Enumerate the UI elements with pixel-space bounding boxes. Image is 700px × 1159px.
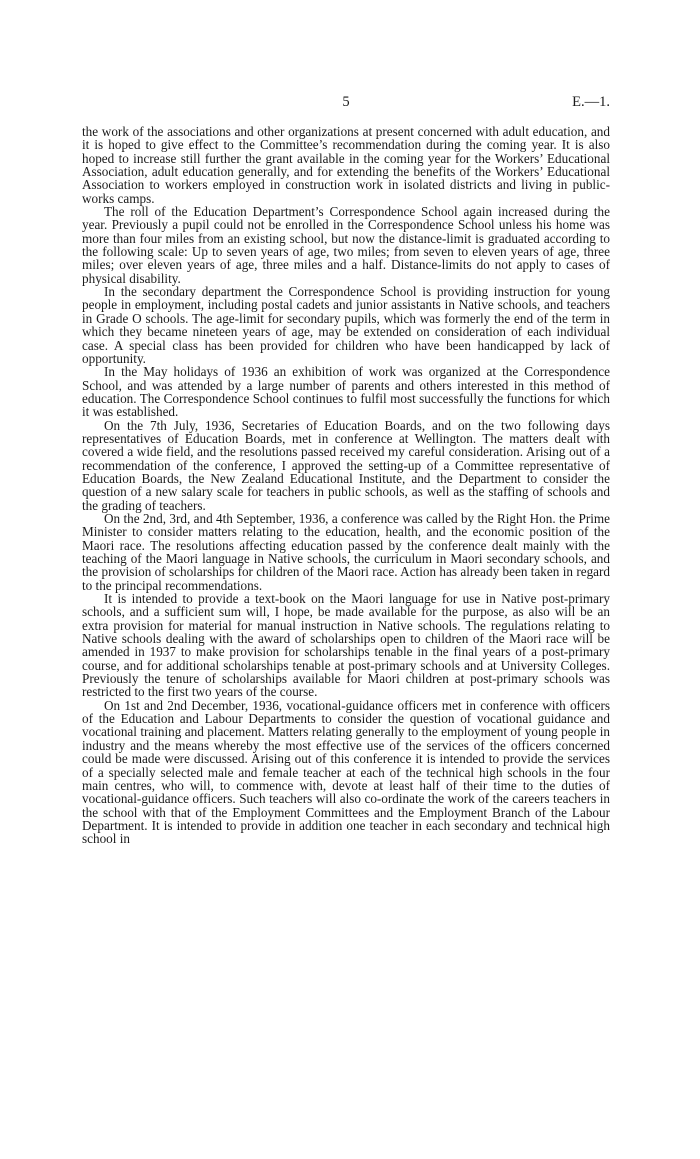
paragraph: In the May holidays of 1936 an exhibition of work was organized at the Correspondence School, and was attended by a large number of parents and others interested in this method of education. The Correspondence School continues to fulfil most successfully the functions for which it was established. (82, 364, 610, 420)
paragraph: In the secondary department the Correspondence School is providing instruction for young people in employment, including postal cadets and junior assistants in Native schools, and teachers in Grade O schools. The age-limit for secondary pupils, which was formerly the end of the term in which they became nineteen years of age, may be extended on consideration of each individual case. A special class has been provided for children who have been handicapped by lack of opportunity. (82, 284, 610, 366)
paragraph-continued: the work of the associations and other organizations at present concerned with adult education, and it is hoped to give effect to the Committee’s recommendation during the coming year. It is also hoped to increase still further the grant available in the coming year for the Workers’ Educational Association, adult education generally, and for extending the benefits of the Workers’ Educational Association to workers employed in construction work in isolated districts and living in public-works camps. (82, 124, 610, 206)
paragraph: On 1st and 2nd December, 1936, vocational-guidance officers met in conference with officers of the Education and Labour Departments to consider the question of vocational guidance and vocational training and placement. Matters relating generally to the employment of young people in industry and the means whereby the most effective use of the services of the officers concerned could be made were discussed. Arising out of this conference it is intended to provide the services of a specially selected male and female teacher at each of the technical high schools in the four main centres, who will, to commence with, devote at least half of their time to the duties of vocational-guidance officers. Such teachers will also co-ordinate the work of the careers teachers in the school with that of the Employment Committees and the Employment Branch of the Labour Department. It is intended to provide in addition one teacher in each secondary and technical high school in (82, 697, 610, 847)
page-number: 5 (342, 94, 350, 110)
paragraph: On the 7th July, 1936, Secretaries of Education Boards, and on the two following days representatives of Education Boards, met in conference at Wellington. The matters dealt with covered a wide field, and the resolutions passed received my careful consideration. Arising out of a recommendation of the conference, I approved the setting-up of a Committee representative of Education Boards, the New Zealand Educational Institute, and the Department to consider the question of a new salary scale for teachers in public schools, as well as the staffing of schools and the grading of teachers. (82, 417, 610, 513)
paragraph: On the 2nd, 3rd, and 4th September, 1936, a conference was called by the Right Hon. the Prime Minister to consider matters relating to the education, health, and the economic position of the Maori race. The resolutions affecting education passed by the conference dealt mainly with the teaching of the Maori language in Native schools, the curriculum in Maori secondary schools, and the provision of scholarships for children of the Maori race. Action has already been taken in regard to the principal recommendations. (82, 510, 610, 593)
paragraph: The roll of the Education Department’s Correspondence School again increased during the year. Previously a pupil could not be enrolled in the Correspondence School unless his home was more than four miles from an existing school, but now the distance-limit is graduated according to the following scale: Up to seven years of age, two miles; from seven to eleven years of age, three miles; over eleven years of age, three miles and a half. Distance-limits do not apply to cases of physical disability. (82, 204, 610, 286)
body-text (82, 125, 610, 846)
document-reference: E.—1. (572, 94, 610, 110)
page-header (82, 94, 610, 112)
paragraph: It is intended to provide a text-book on the Maori language for use in Native post-primary schools, and a sufficient sum will, I hope, be made available for the purpose, as also will be an extra provision for material for manual instruction in Native schools. The regulations relating to Native schools dealing with the award of scholarships open to children of the Maori race will be amended in 1937 to make provision for scholarships tenable in the final years of a post-primary course, and for additional scholarships tenable at post-primary schools and at University Colleges. Previously the tenure of scholarships available for Maori children at post-primary schools was restricted to the first two years of the course. (82, 591, 610, 700)
